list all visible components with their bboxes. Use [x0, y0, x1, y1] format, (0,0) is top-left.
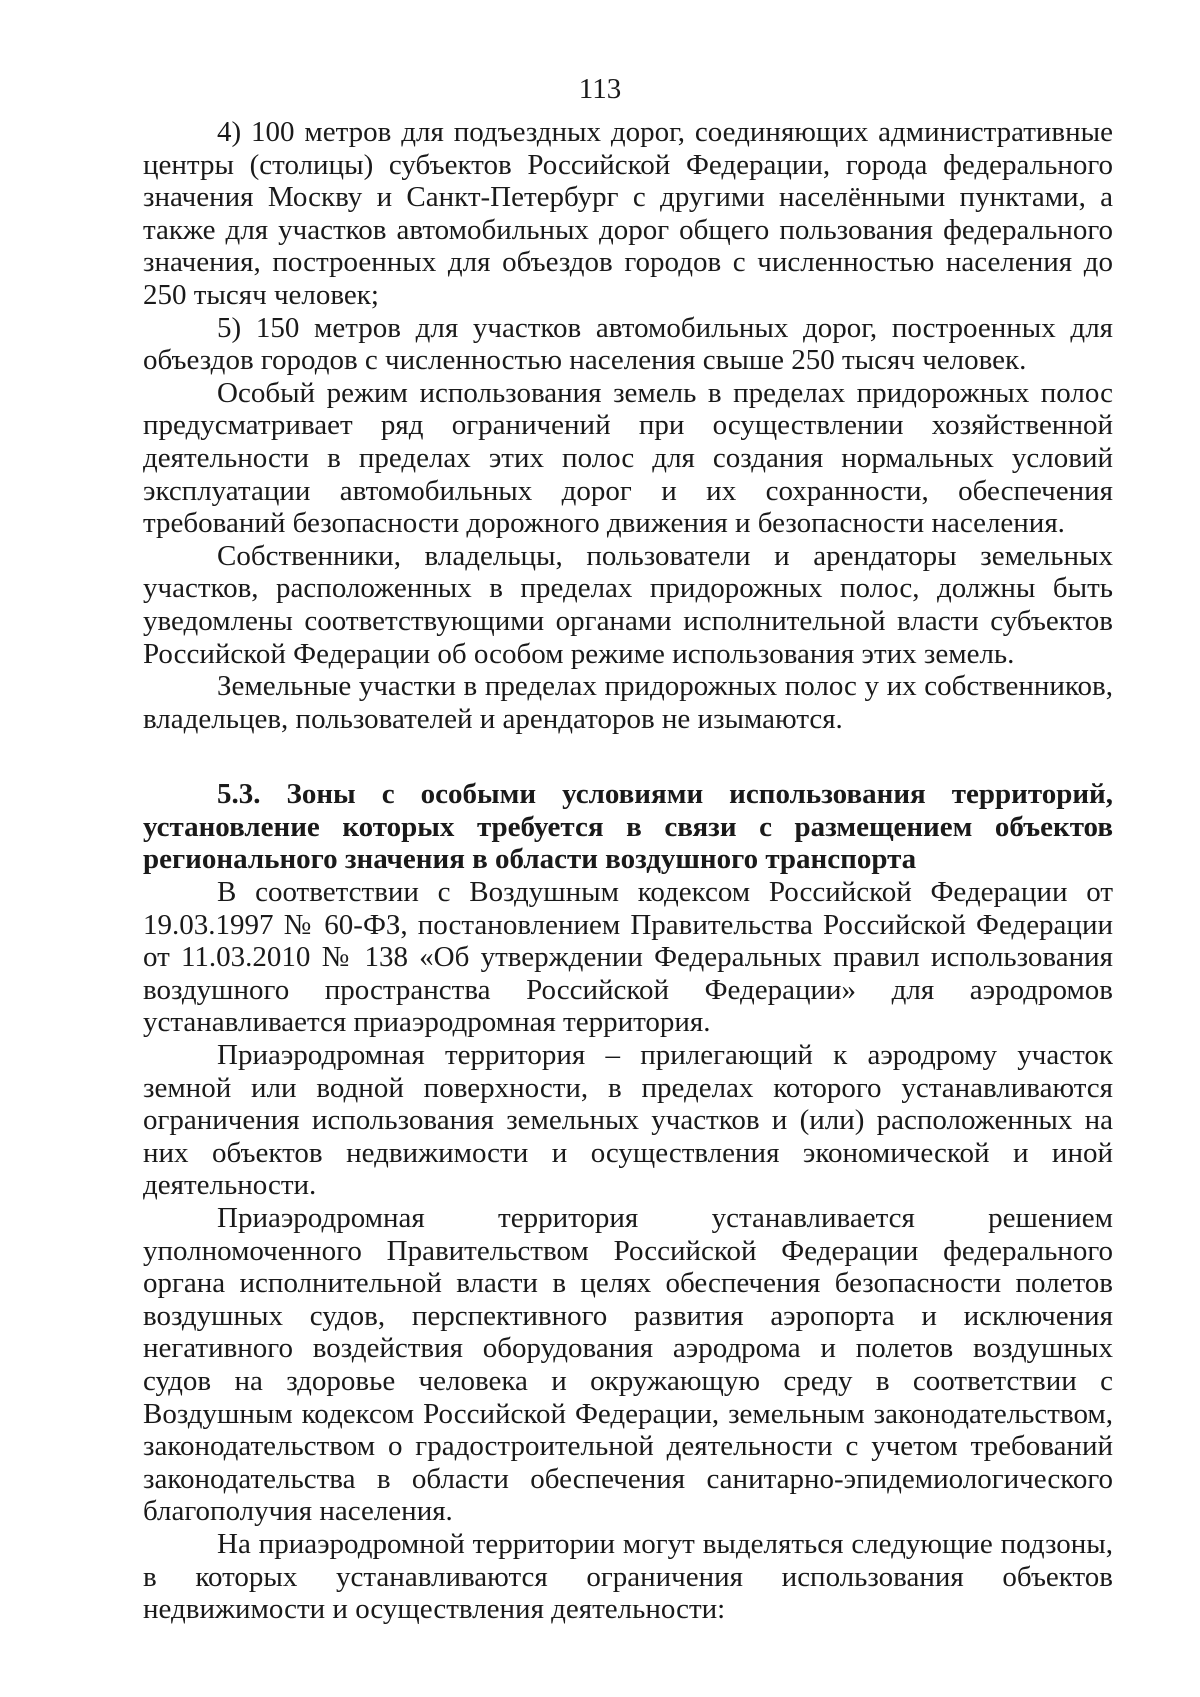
paragraph-owners-notified: Собственники, владельцы, пользователи и арендаторы земельных участков, расположенных в пределах придорожных полос, должны быть уведомлены соответствующими органами исполнительной власти субъектов Российской Федерации об особом режиме использования этих земель.	[143, 539, 1113, 670]
paragraph-subzones: На приаэродромной территории могут выделяться следующие подзоны, в которых устанавливаются ограничения использования объектов недвижимости и осуществления деятельности:	[143, 1527, 1113, 1626]
paragraph-road-100m: 4) 100 метров для подъездных дорог, соединяющих административные центры (столицы) субъектов Российской Федерации, города федерального значения Москву и Санкт-Петербург с другими населёнными пунктами, а также для участков автомобильных дорог общего пользования федерального значения, построенных для объездов городов с численностью населения до 250 тысяч человек;	[143, 116, 1113, 311]
document-body	[143, 116, 1113, 1626]
paragraph-special-regime: Особый режим использования земель в пределах придорожных полос предусматривает ряд ограничений при осуществлении хозяйственной деятельности в пределах этих полос для создания нормальных условий эксплуатации автомобильных дорог и их сохранности, обеспечения требований безопасности дорожного движения и безопасности населения.	[143, 376, 1113, 540]
page-number: 113	[578, 73, 622, 105]
paragraph-road-150m: 5) 150 метров для участков автомобильных дорог, построенных для объездов городов с численностью населения свыше 250 тысяч человек.	[143, 311, 1113, 377]
paragraph-land-not-seized: Земельные участки в пределах придорожных полос у их собственников, владельцев, пользователей и арендаторов не изымаются.	[143, 670, 1113, 735]
paragraph-aerodrome-territory-definition: Приаэродромная территория – прилегающий к аэродрому участок земной или водной поверхности, в пределах которого устанавливаются ограничения использования земельных участков и (или) расположенных на них объектов недвижимости и осуществления экономической и иной деятельности.	[143, 1039, 1113, 1202]
paragraph-air-code: В соответствии с Воздушным кодексом Российской Федерации от 19.03.1997 № 60-ФЗ, постановлением Правительства Российской Федерации от 11.03.2010 № 138 «Об утверждении Федеральных правил использования воздушного пространства Российской Федерации» для аэродромов устанавливается приаэродромная территория.	[143, 876, 1113, 1039]
section-heading: 5.3. Зоны с особыми условиями использования территорий, установление которых требуется в связи с размещением объектов регионального значения в области воздушного транспорта	[143, 778, 1113, 876]
paragraph-aerodrome-territory-decision: Приаэродромная территория устанавливается решением уполномоченного Правительством Российской Федерации федерального органа исполнительной власти в целях обеспечения безопасности полетов воздушных судов, перспективного развития аэропорта и исключения негативного воздействия оборудования аэродрома и полетов воздушных судов на здоровье человека и окружающую среду в соответствии с Воздушным кодексом Российской Федерации, земельным законодательством, законодательством о градостроительной деятельности с учетом требований законодательства в области обеспечения санитарно-эпидемиологического благополучия населения.	[143, 1202, 1113, 1528]
